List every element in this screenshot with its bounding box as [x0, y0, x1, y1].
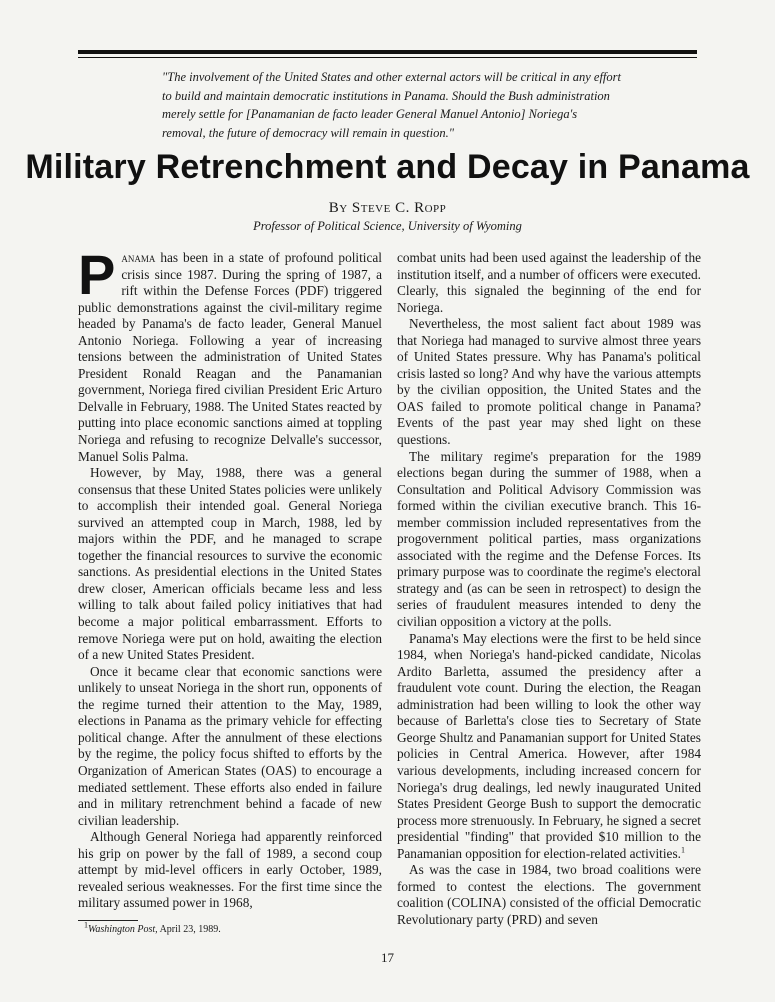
- byline: By Steve C. Ropp: [328, 200, 447, 216]
- top-rule-thick: [78, 50, 697, 54]
- footnote-date: April 23, 1989.: [157, 924, 221, 935]
- epigraph: "The involvement of the United States and other external actors will be critical in any effort to build and maintain democratic institutions in Panama. Should the Bush administration merely settle for [Panamanian de facto leader General Manuel Antonio] Noriega's removal, the future of democracy will remain in question.": [162, 70, 621, 140]
- page-number: 17: [381, 950, 394, 965]
- paragraph: Nevertheless, the most salient fact about 1989 was that Noriega had managed to survive almost three years of United States pressure. Why has Panama's political crisis lasted so long? And why have the various attempts by the civilian opposition, the United States and the OAS failed to promote political change in Panama? Events of the past year may shed light on these questions.: [397, 316, 701, 448]
- drop-cap: P: [78, 243, 116, 306]
- paragraph: [397, 631, 701, 863]
- paragraph-text: Panama's May elections were the first to be held since 1984, when Noriega's hand-picked candidate, Nicolas Ardito Barletta, assumed the presidency after a fraudulent vote count. During the election, the Reagan administration had been willing to look the other way because of Barletta's close ties to Secretary of State George Shultz and Panamanian support for United States policies in Central America. However, after 1984 various developments, including increased concern for Noriega's drug dealings, led newly inaugurated United States President George Bush to support the democratic process more strenuously. In February, he signed a secret presidential "finding" that provided $10 million to the Panamanian opposition for election-related activities.: [397, 630, 701, 861]
- lead-paragraph: [78, 243, 382, 465]
- right-column: [397, 250, 701, 928]
- paragraph-text: has been in a state of profound political crisis since 1987. During the spring of 1987, a rift within the Defense Forces (PDF) triggered public demonstrations against the civil-military regime headed by Panama's de facto leader, General Manuel Antonio Noriega. Following a year of increasing tensions between the administration of United States President Ronald Reagan and the Panamanian government, Noriega fired civilian President Eric Arturo Delvalle in February, 1988. The United States reacted by putting into place economic sanctions aimed at toppling Noriega and refusing to recognize Delvalle's successor, Manuel Solis Palma.: [78, 250, 382, 464]
- footnote-reference[interactable]: 1: [680, 845, 685, 855]
- paragraph: As was the case in 1984, two broad coalitions were formed to contest the elections. The government coalition (COLINA) consisted of the official Democratic Revolutionary party (PRD) and seven: [397, 862, 701, 927]
- left-column: [78, 243, 382, 912]
- paragraph: combat units had been used against the leadership of the institution itself, and a number of officers were executed. Clearly, this signaled the beginning of the end for Noriega.: [397, 250, 702, 315]
- paragraph: Once it became clear that economic sanctions were unlikely to unseat Noriega in the short run, opponents of the regime turned their attention to the May, 1989, elections in Panama as the primary vehicle for effecting political change. After the annulment of these elections by the regime, the policy focus shifted to efforts by the Organization of American States (OAS) to encourage a mediated settlement. These efforts also ended in failure and in military retrenchment behind a facade of new civilian leadership.: [78, 663, 382, 828]
- article-title: Military Retrenchment and Decay in Panama: [25, 148, 750, 186]
- footnote-number: 1: [84, 920, 88, 930]
- footnote: [84, 920, 221, 935]
- paragraph: Although General Noriega had apparently reinforced his grip on power by the fall of 1989, a second coup attempt by mid-level officers in early October, 1989, revealed serious weaknesses. For the first time since the military assumed power in 1968,: [78, 829, 382, 911]
- top-rule-thin: [78, 57, 697, 58]
- paragraph: However, by May, 1988, there was a general consensus that these United States policies were unlikely to accomplish their intended goal. General Noriega survived an attempted coup in March, 1988, led by majors within the PDF, and he managed to scrape together the financial resources to survive the economic sanctions. As presidential elections in the United States drew closer, American officials became less and less willing to talk about failed policy initiatives that had become a major political embarrassment. Efforts to remove Noriega were put on hold, awaiting the election of a new United States President.: [78, 465, 382, 663]
- author-affiliation: Professor of Political Science, University of Wyoming: [253, 219, 522, 233]
- lead-smallcaps: anama: [121, 250, 156, 265]
- footnote-source: Washington Post,: [88, 924, 158, 935]
- paragraph: The military regime's preparation for the 1989 elections began during the summer of 1988, when a Consultation and Political Advisory Commission was formed within the civilian executive branch. This 16-member commission included representatives from the progovernment political parties, mass organizations associated with the regime and the Defense Forces. Its primary purpose was to coordinate the regime's electoral strategy and (as can be seen in retrospect) to design the series of fraudulent measures intended to deny the civilian opposition a victory at the polls.: [397, 448, 701, 630]
